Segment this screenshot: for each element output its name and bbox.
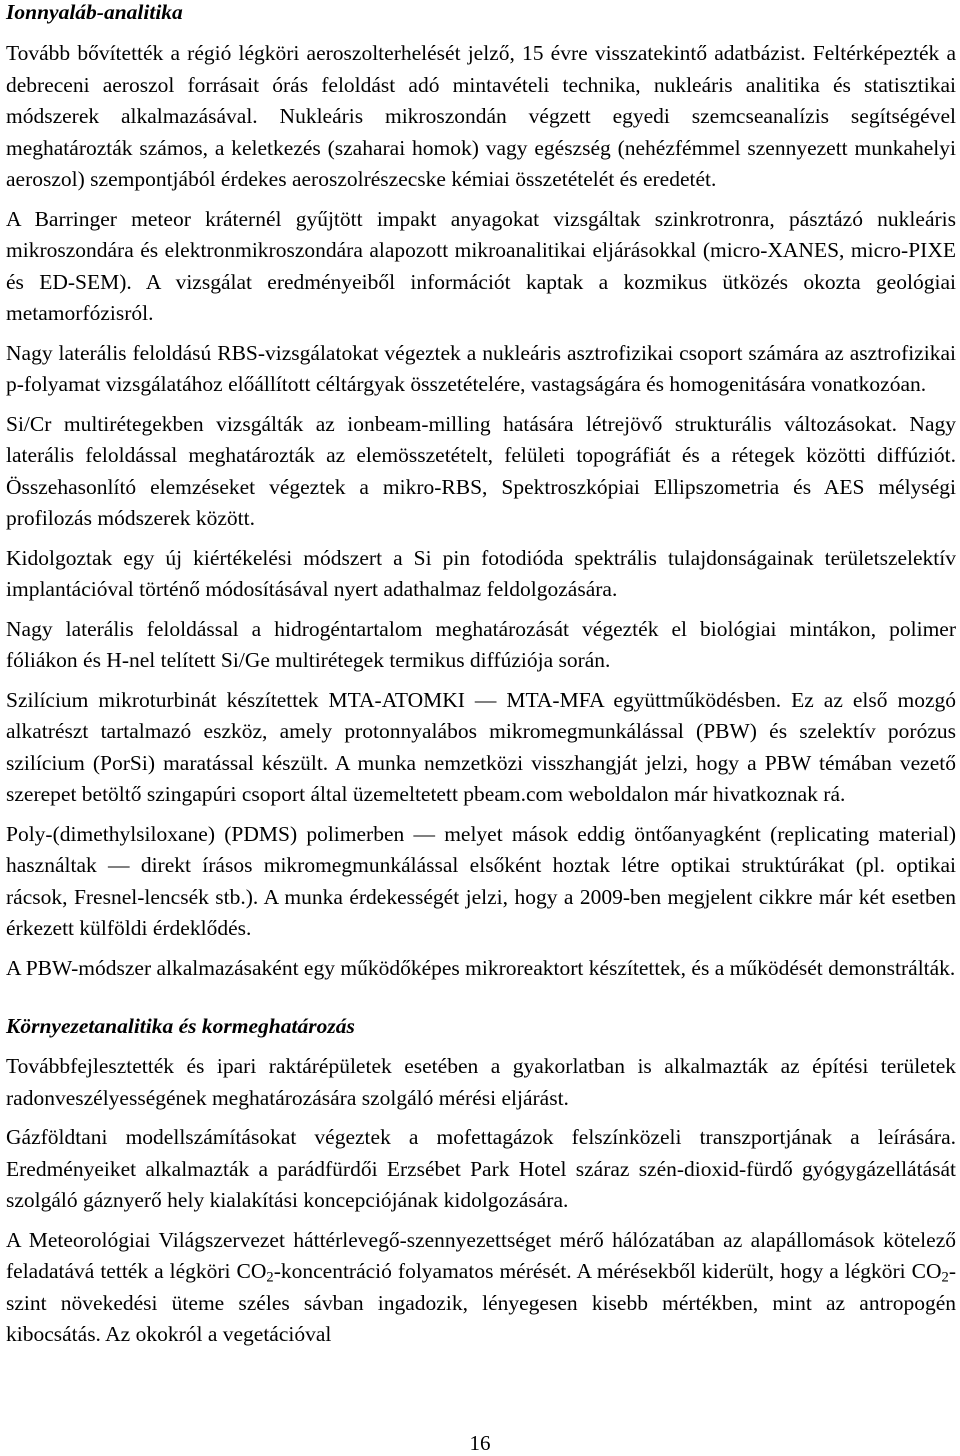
paragraph-si-pin-photodiode: Kidolgoztak egy új kiértékelési módszert a Si pin fotodióda spektrális tulajdonságainak területszelektív implantációval történő módosításával nyert adathalmaz feldolgozására. [6, 545, 956, 601]
paragraph-si-cr-multilayers: Si/Cr multirétegekben vizsgálták az ionbeam-milling hatására létrejövő strukturális változásokat. Nagy laterális feloldással meghatározták az elemösszetételt, felületi topográfiát és a rétegek közötti diffúziót. Összehasonlító elemzéseket végeztek a mikro-RBS, Spektroszkópiai Ellipszometria és AES mélységi profilozás módszerek között. [6, 411, 956, 530]
co2-text-part-3: -szint növekedési üteme széles sávban ingadozik, lényegesen kisebb mértékben, mint az antropogén kibocsátás. Az okokról a vegetációval [6, 1259, 956, 1346]
section-heading-ion-beam-analytics: Ionnyaláb-analitika [6, 0, 183, 24]
co2-text-part-2: -koncentráció folyamatos mérését. A mérésekből kiderült, hogy a légköri CO [273, 1259, 942, 1283]
section-heading-environmental-analytics: Környezetanalitika és kormeghatározás [6, 1014, 355, 1038]
document-page [6, 0, 956, 1359]
paragraph-rbs-astrophysics: Nagy laterális feloldású RBS-vizsgálatokat végeztek a nukleáris asztrofizikai csoport számára az asztrofizikai p-folyamat vizsgálatához előállított céltárgyak összetételére, vastagságára és homogenitására vonatkozóan. [6, 340, 956, 396]
paragraph-pbw-microreactor: A PBW-módszer alkalmazásaként egy működőképes mikroreaktort készítettek, és a működését demonstrálták. [6, 955, 956, 980]
paragraph-barringer-crater: A Barringer meteor kráternél gyűjtött impakt anyagokat vizsgáltak szinkrotronra, pásztázó nukleáris mikroszondára és elektronmikroszondára alapozott mikroanalitikai eljárásokkal (micro-XANES, micro-PIXE és ED-SEM). A vizsgálat eredményeiből információt kaptak a kozmikus ütközés okozta geológiai metamorfózisról. [6, 206, 956, 325]
paragraph-aerosol: Tovább bővítették a régió légköri aeroszolterhelését jelző, 15 évre visszatekintő adatbázist. Feltérképezték a debreceni aeroszol forrásait órás feloldást adó mintavételi technika, nukleáris analitika és statisztikai módszerek alkalmazásával. Nukleáris mikroszondán végzett egyedi szemcseanalízis segítségével meghatározták számos, a keletkezés (szaharai homok) vagy egészség (nehézfémmel szennyezett munkahelyi aeroszol) szempontjából érdekes aeroszolrészecske kémiai összetételét és eredetét. [6, 41, 956, 191]
paragraph-hydrogen-content: Nagy laterális feloldással a hidrogéntartalom meghatározását végezték el biológiai mintákon, polimer fóliákon és H-nel telített Si/Ge multirétegek termikus diffúziója során. [6, 616, 956, 672]
co2-text-part-1: A Meteorológiai Világszervezet háttérlevegő-szennyezettséget mérő hálózatában az alapállomások kötelező feladatává tették a légköri CO [6, 1227, 956, 1283]
co2-subscript-1: 2 [266, 1269, 274, 1286]
paragraph-silicon-microturbine: Szilícium mikroturbinát készítettek MTA-ATOMKI — MTA-MFA együttműködésben. Ez az első mozgó alkatrészt tartalmazó eszköz, amely protonnyalábos mikromegmunkálással (PBW) és szelektív porózus szilícium (PorSi) maratással készült. A munka nemzetközi visszhangját jelzi, hogy a PBW témában vezető szerepet betöltő szingapúri csoport által üzemeltetett pbeam.com weboldalon már hivatkoznak rá. [6, 687, 956, 806]
paragraph-co2-monitoring [6, 1225, 956, 1351]
co2-subscript-2: 2 [941, 1269, 949, 1286]
page-number: 16 [469, 1431, 491, 1455]
paragraph-pdms-polymer: Poly-(dimethylsiloxane) (PDMS) polimerben — melyet mások eddig öntőanyagként (replicating material) használtak — direkt írásos mikromegmunkálással elsőként hoztak létre optikai struktúrákat (pl. optikai rácsok, Fresnel-lencsék stb.). A munka érdekességét jelzi, hogy a 2009-ben megjelent cikkre már két esetben érkezett külföldi érdeklődés. [6, 821, 956, 940]
paragraph-radon-hazard: Továbbfejlesztették és ipari raktárépületek esetében a gyakorlatban is alkalmazták az építési területek radonveszélyességének meghatározására szolgáló mérési eljárást. [6, 1054, 956, 1110]
paragraph-mofette-gas: Gázföldtani modellszámításokat végeztek a mofettagázok felszínközeli transzportjának a leírására. Eredményeiket alkalmazták a parádfürdői Erzsébet Park Hotel száraz szén-dioxid-fürdő gyógygázellátását szolgáló gáznyerő hely kialakítási koncepciójának kidolgozására. [6, 1125, 956, 1212]
